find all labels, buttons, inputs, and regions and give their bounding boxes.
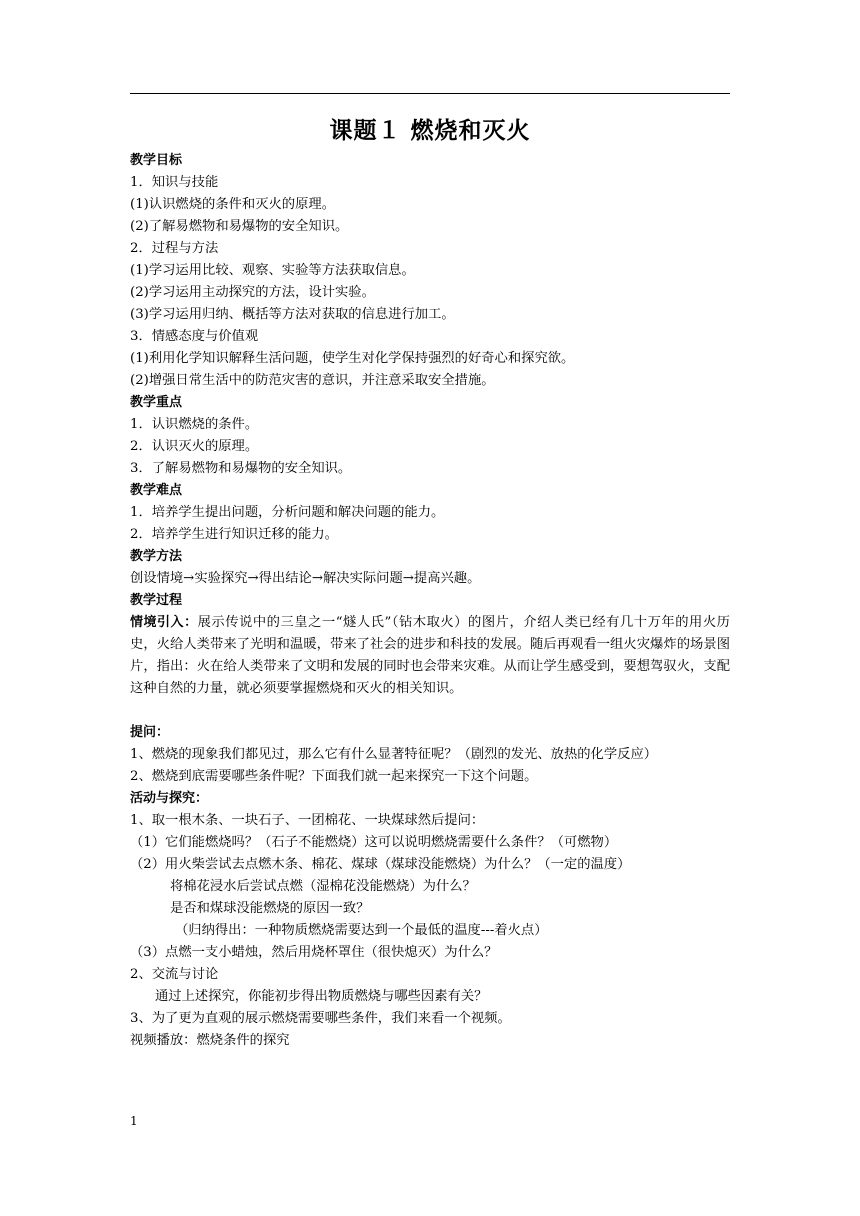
activity-label: 活动与探究： <box>130 791 209 806</box>
objective-line: (1)学习运用比较、观察、实验等方法获取信息。 <box>130 263 415 278</box>
activity-line: （归纳得出：一种物质燃烧需要达到一个最低的温度---着火点） <box>175 923 548 938</box>
objective-line: (2)学习运用主动探究的方法，设计实验。 <box>130 285 375 300</box>
document-body <box>130 150 730 1052</box>
difficulty-line: 1．培养学生提出问题，分析问题和解决问题的能力。 <box>130 505 445 520</box>
intro-text: 展示传说中的三皇之一“燧人氏”（钻木取火）的图片，介绍人类已经有几十万年的用火历史，火给人类带来了光明和温暖，带来了社会的进步和科技的发展。随后再观看一组火灾爆炸的场景图片，指出：火在给人类带来了文明和发展的同时也会带来灾难。从而让学生感受到，要想驾驭火，支配这种自然的力量，就必须要掌握燃烧和灭火的相关知识。 <box>130 615 730 696</box>
objective-line: (2)增强日常生活中的防范灾害的意识，并注意采取安全措施。 <box>130 373 495 388</box>
difficulty-line: 2．培养学生进行知识迁移的能力。 <box>130 527 338 542</box>
objective-line: 3．情感态度与价值观 <box>130 329 259 344</box>
activity-line: 通过上述探究，你能初步得出物质燃烧与哪些因素有关？ <box>155 989 488 1004</box>
objective-line: (1)利用化学知识解释生活问题，使学生对化学保持强烈的好奇心和探究欲。 <box>130 351 575 366</box>
intro-label: 情境引入： <box>130 615 198 630</box>
key-point-line: 3．了解易燃物和易爆物的安全知识。 <box>130 461 352 476</box>
activity-line: 是否和煤球没能燃烧的原因一致？ <box>170 901 370 916</box>
objective-line: (1)认识燃烧的条件和灭火的原理。 <box>130 197 335 212</box>
activity-line: （3）点燃一支小蜡烛，然后用烧杯罩住（很快熄灭）为什么？ <box>130 945 498 960</box>
difficulties-heading: 教学难点 <box>130 483 183 498</box>
objective-line: 1．知识与技能 <box>130 175 219 190</box>
activity-line: （2）用火柴尝试去点燃木条、棉花、煤球（煤球没能燃烧）为什么？（一定的温度） <box>130 857 631 872</box>
objective-line: (3)学习运用归纳、概括等方法对获取的信息进行加工。 <box>130 307 455 322</box>
objective-line: (2)了解易燃物和易爆物的安全知识。 <box>130 219 349 234</box>
methods-heading: 教学方法 <box>130 549 183 564</box>
key-points-heading: 教学重点 <box>130 395 183 410</box>
activity-line: 视频播放：燃烧条件的探究 <box>130 1033 290 1048</box>
activity-line: 2、交流与讨论 <box>130 967 219 982</box>
question-line: 1、燃烧的现象我们都见过，那么它有什么显著特征呢？（剧烈的发光、放热的化学反应） <box>130 747 658 762</box>
header-rule <box>130 93 730 94</box>
activity-line: 1、取一根木条、一块石子、一团棉花、一块煤球然后提问： <box>130 813 485 828</box>
activity-line: 将棉花浸水后尝试点燃（湿棉花没能燃烧）为什么？ <box>170 879 476 894</box>
page-number: 1 <box>130 1114 138 1128</box>
key-point-line: 1．认识燃烧的条件。 <box>130 417 259 432</box>
intro-paragraph <box>130 612 730 700</box>
question-label: 提问： <box>130 725 170 740</box>
activity-line: 3、为了更为直观的展示燃烧需要哪些条件，我们来看一个视频。 <box>130 1011 511 1026</box>
objective-line: 2．过程与方法 <box>130 241 219 256</box>
process-heading: 教学过程 <box>130 593 183 608</box>
spacer <box>130 700 730 722</box>
page-title: 课题１ 燃烧和灭火 <box>329 118 531 144</box>
key-point-line: 2．认识灭火的原理。 <box>130 439 259 454</box>
question-line: 2、燃烧到底需要哪些条件呢？下面我们就一起来探究一下这个问题。 <box>130 769 538 784</box>
objectives-heading: 教学目标 <box>130 153 183 168</box>
activity-line: （1）它们能燃烧吗？（石子不能燃烧）这可以说明燃烧需要什么条件？（可燃物） <box>130 835 618 850</box>
methods-line: 创设情境→实验探究→得出结论→解决实际问题→提高兴趣。 <box>130 571 481 586</box>
